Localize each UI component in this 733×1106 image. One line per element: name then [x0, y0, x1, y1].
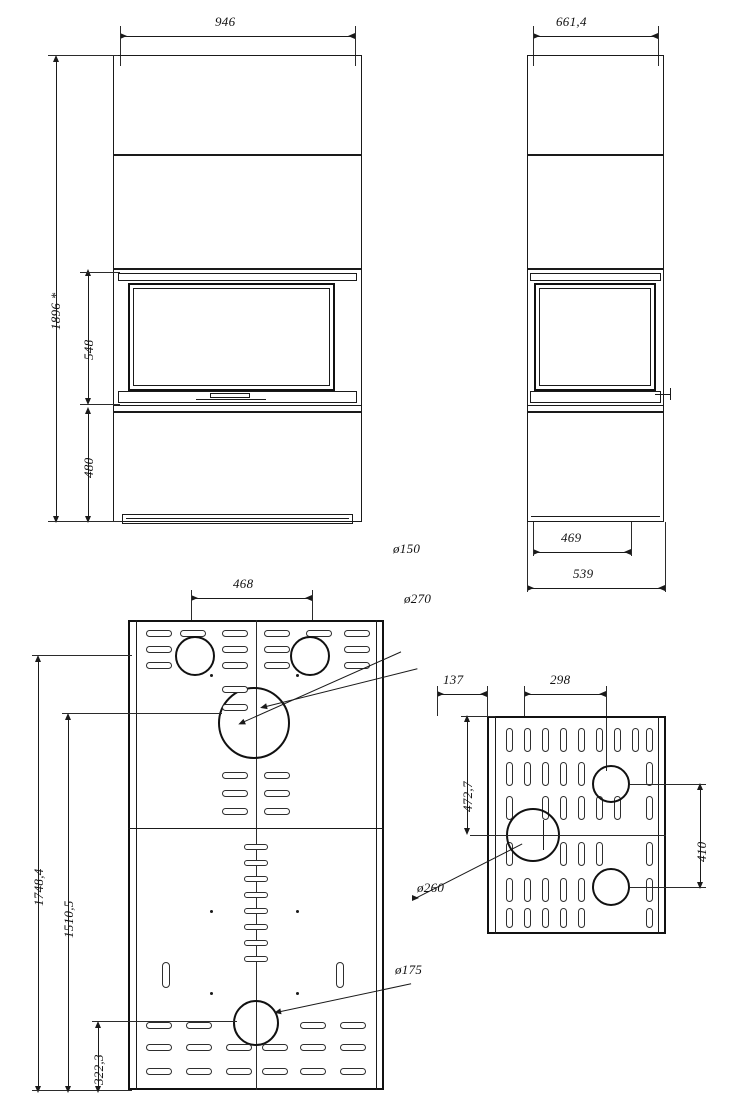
plan-slot — [186, 1044, 212, 1051]
sideplan-slot — [578, 908, 585, 928]
ext-sp-r-top — [630, 784, 706, 785]
sideplan-slot — [614, 728, 621, 752]
sideplan-slot — [578, 878, 585, 902]
sideplan-slot — [506, 908, 513, 928]
dim-line-plan-width — [191, 598, 312, 599]
sideplan-slot — [524, 908, 531, 928]
ext-sp-top-1 — [524, 686, 525, 716]
dim-arrow-sp-left-r — [480, 691, 487, 697]
label-sideplan-hole: ø260 — [417, 880, 445, 895]
plan-slot — [244, 940, 268, 946]
plan-slot — [146, 662, 172, 669]
plan-slot — [344, 630, 370, 637]
ext-sp-left-2 — [487, 686, 488, 716]
dim-front-glass-height: 548 — [81, 339, 96, 360]
dim-arrow-plan-mid-up — [65, 713, 71, 720]
dim-plan-mid-height: 1510,5 — [61, 900, 76, 938]
sideplan-slot — [506, 878, 513, 902]
dim-sideplan-left: 137 — [443, 672, 464, 687]
sideplan-slot — [560, 728, 567, 752]
sideplan-hole-top — [592, 765, 630, 803]
label-plan-hole-top: ø150 — [393, 541, 421, 556]
dim-plan-total-height: 1748,4 — [31, 868, 46, 906]
ext-plan-mid-top — [62, 713, 222, 714]
sideplan-slot — [646, 762, 653, 786]
dim-front-base-height: 480 — [81, 457, 96, 478]
dim-line-side-outer — [527, 588, 665, 589]
plan-slot — [222, 704, 248, 711]
plan-slot — [146, 630, 172, 637]
plan-slot — [300, 1022, 326, 1029]
dim-arrow-plan-lower-down — [95, 1086, 101, 1093]
plan-slot-vertical — [162, 962, 170, 988]
sideplan-slot — [560, 908, 567, 928]
side-base-grille — [531, 516, 660, 517]
plan-slot — [146, 1022, 172, 1029]
plan-slot — [222, 662, 248, 669]
plan-slot — [222, 630, 248, 637]
plan-slot — [244, 908, 268, 914]
front-door-handle — [210, 393, 250, 398]
sideplan-slot — [524, 728, 531, 752]
plan-slot — [262, 1044, 288, 1051]
ext-plan-right — [312, 590, 313, 622]
dim-side-width: 661,4 — [556, 14, 587, 29]
dim-arrow-outer-left — [527, 585, 534, 591]
dim-arrow-sp-h-down — [464, 828, 470, 835]
front-mid-panel — [113, 155, 362, 269]
plan-slot — [262, 1068, 288, 1075]
sideplan-slot — [596, 728, 603, 752]
plan-slot — [146, 1068, 172, 1075]
dim-side-outer-width: 539 — [573, 566, 594, 581]
side-handle-bar — [655, 394, 671, 395]
sideplan-slot — [578, 728, 585, 752]
sideplan-right-edge — [658, 716, 659, 934]
plan-dot — [296, 674, 299, 677]
plan-slot — [226, 1068, 252, 1075]
sideplan-slot — [578, 796, 585, 820]
dim-sideplan-top: 298 — [550, 672, 571, 687]
plan-hole-right-150 — [290, 636, 330, 676]
dim-line-front-height — [56, 58, 57, 520]
ext-line-glass-top — [80, 272, 120, 273]
plan-right-edge-line — [376, 620, 377, 1090]
plan-slot — [264, 772, 290, 779]
ext-sp-r-bottom — [630, 887, 706, 888]
dim-arrow-sp-top-r — [599, 691, 606, 697]
dim-arrow-inner-right — [624, 549, 631, 555]
plan-slot — [226, 1044, 252, 1051]
sideplan-slot — [646, 908, 653, 928]
sideplan-slot — [506, 728, 513, 752]
dim-line-sideplan-top — [524, 694, 606, 695]
plan-slot — [222, 790, 248, 797]
plan-slot — [340, 1068, 366, 1075]
ext-line-base-bottom — [80, 521, 120, 522]
front-upper-panel — [113, 55, 362, 155]
plan-slot — [244, 876, 268, 882]
dim-line-glass-height — [88, 272, 89, 402]
sideplan-slot — [646, 728, 653, 752]
plan-slot — [264, 808, 290, 815]
sideplan-slot — [542, 878, 549, 902]
sideplan-slot — [646, 796, 653, 820]
sideplan-slot — [560, 842, 567, 866]
plan-slot — [244, 892, 268, 898]
ext-inner-right — [631, 522, 632, 556]
dim-arrow-inner-left — [533, 549, 540, 555]
dim-arrow-side-right — [651, 33, 658, 39]
plan-slot-vertical — [336, 962, 344, 988]
plan-dot — [210, 910, 213, 913]
plan-hole-bottom-175 — [233, 1000, 279, 1046]
plan-slot — [300, 1068, 326, 1075]
dim-arrow-plan-lower-up — [95, 1021, 101, 1028]
dim-arrow-right — [348, 33, 355, 39]
plan-left-edge-line — [136, 620, 137, 1090]
ext-sp-h-top — [461, 716, 495, 717]
front-base-panel — [113, 412, 362, 522]
sideplan-slot — [632, 728, 639, 752]
ext-plan-total-top — [32, 655, 132, 656]
plan-slot — [340, 1022, 366, 1029]
sideplan-hole-bottom — [592, 868, 630, 906]
sideplan-slot — [646, 842, 653, 866]
sideplan-slot — [542, 728, 549, 752]
dim-arrow-plan-total-up — [35, 655, 41, 662]
sideplan-slot — [560, 796, 567, 820]
side-door-bottom-rail — [530, 391, 661, 403]
plan-slot — [186, 1022, 212, 1029]
plan-slot — [244, 844, 268, 850]
sideplan-slot — [596, 842, 603, 866]
plan-slot — [146, 1044, 172, 1051]
plan-slot — [340, 1044, 366, 1051]
dim-sideplan-height: 472,7 — [460, 781, 475, 812]
plan-slot — [264, 630, 290, 637]
front-handle-bar — [196, 399, 266, 400]
sideplan-left-edge — [495, 716, 496, 934]
dim-plan-width: 468 — [233, 576, 254, 591]
front-base-grille — [122, 514, 353, 524]
side-mid-panel — [527, 155, 664, 269]
plan-slot — [244, 924, 268, 930]
front-door-top-rail — [118, 273, 357, 281]
dim-arrow-up — [53, 55, 59, 62]
dim-line-side-width — [533, 36, 658, 37]
plan-slot — [264, 662, 290, 669]
ext-plan-lower-top — [92, 1021, 237, 1022]
plan-dot — [210, 992, 213, 995]
ext-outer-right — [665, 522, 666, 592]
dim-arrow-plan-right — [305, 595, 312, 601]
sideplan-axis-h — [470, 835, 666, 836]
dim-arrow-up-3 — [85, 407, 91, 414]
plan-slot — [300, 1044, 326, 1051]
dim-arrow-side-left — [533, 33, 540, 39]
ext-outer-left — [527, 522, 528, 592]
label-plan-hole-center: ø270 — [404, 591, 432, 606]
dim-side-inner-width: 469 — [561, 530, 582, 545]
dim-arrow-left — [120, 33, 127, 39]
plan-slot — [186, 1068, 212, 1075]
front-glass-inner — [133, 288, 330, 386]
plan-slot — [146, 646, 172, 653]
sideplan-slot — [542, 762, 549, 786]
dim-arrow-outer-right — [658, 585, 665, 591]
side-glass-inner — [539, 288, 651, 386]
side-upper-panel — [527, 55, 664, 155]
sideplan-slot — [560, 762, 567, 786]
dim-line-sideplan-height — [467, 718, 468, 832]
dim-arrow-sp-left-l — [437, 691, 444, 697]
side-base-panel — [527, 412, 664, 522]
ext-plan-left — [191, 590, 192, 622]
dim-line-side-inner — [533, 552, 631, 553]
plan-dot — [296, 992, 299, 995]
sideplan-slot — [646, 878, 653, 902]
ext-line-glass-bottom — [80, 404, 120, 405]
dim-sideplan-right: 410 — [694, 841, 709, 862]
ext-sp-left-1 — [437, 686, 438, 716]
dim-front-width: 946 — [215, 14, 236, 29]
plan-slot — [244, 860, 268, 866]
side-hearth-line — [527, 405, 664, 406]
plan-slot — [222, 772, 248, 779]
dim-front-total-height: 1896 * — [48, 292, 63, 330]
plan-slot — [222, 686, 248, 693]
dim-arrow-plan-left — [191, 595, 198, 601]
dim-line-sideplan-right — [700, 786, 701, 886]
side-handle-end — [670, 388, 671, 400]
plan-slot — [222, 808, 248, 815]
sideplan-slot — [560, 878, 567, 902]
plan-slot — [344, 646, 370, 653]
sideplan-slot — [524, 762, 531, 786]
ext-inner-left — [533, 522, 534, 556]
ext-line-top — [48, 55, 118, 56]
sideplan-slot — [578, 842, 585, 866]
plan-dot — [296, 910, 299, 913]
dim-arrow-plan-mid-down — [65, 1086, 71, 1093]
label-plan-hole-bottom: ø175 — [395, 962, 423, 977]
plan-hole-center-270 — [218, 687, 290, 759]
side-door-top-rail — [530, 273, 661, 281]
dim-line-front-width — [120, 36, 355, 37]
plan-slot — [264, 646, 290, 653]
plan-hole-left-150 — [175, 636, 215, 676]
plan-dot — [210, 674, 213, 677]
ext-plan-total-bottom — [32, 1090, 132, 1091]
front-grille-line — [126, 518, 349, 519]
front-hearth-line — [113, 405, 362, 406]
plan-slot — [264, 790, 290, 797]
sideplan-slot — [506, 762, 513, 786]
dim-arrow-sp-top-l — [524, 691, 531, 697]
sideplan-slot — [542, 908, 549, 928]
sideplan-slot — [578, 762, 585, 786]
sideplan-slot — [524, 878, 531, 902]
plan-slot — [222, 646, 248, 653]
dim-plan-lower-height: 322,3 — [91, 1054, 106, 1085]
plan-slot — [244, 956, 268, 962]
